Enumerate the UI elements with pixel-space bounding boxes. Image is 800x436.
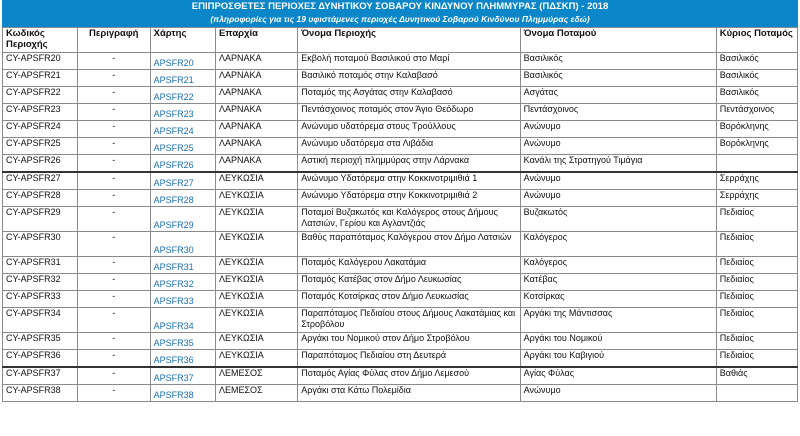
table-row (3, 172, 798, 190)
cell-area-name: Ανώνυμο υδατόρεμα στους Τρούλλους (298, 121, 520, 138)
cell-code: CY-APSFR28 (3, 190, 78, 207)
cell-map-link (150, 350, 215, 368)
cell-province: ΛΑΡΝΑΚΑ (215, 138, 297, 155)
cell-code: CY-APSFR36 (3, 350, 78, 368)
cell-province: ΛΑΡΝΑΚΑ (215, 104, 297, 121)
table-row (3, 274, 798, 291)
header-main-river: Κύριος Ποταμός (716, 28, 797, 53)
cell-main-river: Σερράχης (716, 172, 797, 190)
map-link[interactable]: APSFR38 (153, 390, 194, 400)
cell-river-name: Ασγάτας (520, 87, 716, 104)
table-row (3, 190, 798, 207)
cell-main-river: Πεδιαίος (716, 333, 797, 350)
cell-description: - (77, 207, 150, 232)
cell-code: CY-APSFR27 (3, 172, 78, 190)
cell-code: CY-APSFR29 (3, 207, 78, 232)
table-row (3, 257, 798, 274)
cell-map-link (150, 207, 215, 232)
cell-description: - (77, 121, 150, 138)
cell-map-link (150, 138, 215, 155)
map-link[interactable]: APSFR22 (153, 92, 194, 102)
table-body (3, 53, 798, 402)
cell-map-link (150, 385, 215, 402)
cell-province: ΛΕΥΚΩΣΙΑ (215, 232, 297, 257)
map-link[interactable]: APSFR28 (153, 195, 194, 205)
cell-river-name: Καλόγερος (520, 257, 716, 274)
cell-description: - (77, 138, 150, 155)
cell-description: - (77, 87, 150, 104)
cell-description: - (77, 70, 150, 87)
cell-map-link (150, 274, 215, 291)
cell-main-river (716, 155, 797, 173)
cell-code: CY-APSFR37 (3, 367, 78, 385)
table-banner (2, 0, 798, 27)
cell-river-name: Βυζακωτός (520, 207, 716, 232)
table-row (3, 232, 798, 257)
cell-code: CY-APSFR38 (3, 385, 78, 402)
cell-province: ΛΕΥΚΩΣΙΑ (215, 172, 297, 190)
cell-description: - (77, 308, 150, 333)
cell-map-link (150, 291, 215, 308)
cell-province: ΛΕΜΕΣΟΣ (215, 385, 297, 402)
cell-province: ΛΑΡΝΑΚΑ (215, 70, 297, 87)
map-link[interactable]: APSFR33 (153, 296, 194, 306)
cell-area-name: Ποταμός Αγίας Φύλας στον Δήμο Λεμεσού (298, 367, 520, 385)
cell-area-name: Ποταμός Κοτσίρκας στον Δήμο Λευκωσίας (298, 291, 520, 308)
cell-description: - (77, 104, 150, 121)
cell-area-name: Αργάκι στα Κάτω Πολεμίδια (298, 385, 520, 402)
cell-description: - (77, 291, 150, 308)
table-row (3, 121, 798, 138)
table-row (3, 70, 798, 87)
cell-area-name: Αργάκι του Νομικού στον Δήμο Στροβόλου (298, 333, 520, 350)
banner-title: ΕΠΙΠΡΟΣΘΕΤΕΣ ΠΕΡΙΟΧΕΣ ΔΥΝΗΤΙΚΟΥ ΣΟΒΑΡΟΥ ΚΙΝΔΥΝΟΥ ΠΛΗΜΜΥΡΑΣ (ΠΔΣΚΠ) - 2018 (191, 1, 609, 12)
cell-area-name: Ανώνυμο Υδατόρεμα στην Κοκκινοτριμιθιά 2 (298, 190, 520, 207)
cell-code: CY-APSFR35 (3, 333, 78, 350)
cell-map-link (150, 308, 215, 333)
table-row (3, 138, 798, 155)
cell-area-name: Παραπόταμος Πεδιαίου στους Δήμους Λακατάμιας και Στροβόλου (298, 308, 520, 333)
cell-code: CY-APSFR30 (3, 232, 78, 257)
cell-map-link (150, 333, 215, 350)
apsfr-table (2, 27, 798, 402)
cell-river-name: Κοτσίρκας (520, 291, 716, 308)
table-row (3, 291, 798, 308)
cell-main-river: Πεδιαίος (716, 350, 797, 368)
map-link[interactable]: APSFR21 (153, 75, 194, 85)
cell-main-river: Βασιλικός (716, 53, 797, 70)
map-link[interactable]: APSFR36 (153, 355, 194, 365)
cell-main-river: Πεδιαίος (716, 291, 797, 308)
cell-main-river: Βορόκληνης (716, 121, 797, 138)
cell-area-name: Αστική περιοχή πλημμύρας στην Λάρνακα (298, 155, 520, 173)
cell-main-river: Βαθιάς (716, 367, 797, 385)
cell-code: CY-APSFR31 (3, 257, 78, 274)
map-link[interactable]: APSFR29 (153, 220, 194, 230)
cell-province: ΛΑΡΝΑΚΑ (215, 87, 297, 104)
cell-main-river: Βασιλικός (716, 87, 797, 104)
cell-code: CY-APSFR20 (3, 53, 78, 70)
cell-map-link (150, 257, 215, 274)
cell-main-river: Βορόκληνης (716, 138, 797, 155)
cell-area-name: Ποταμός της Ασγάτας στην Καλαβασό (298, 87, 520, 104)
table-row (3, 350, 798, 368)
cell-map-link (150, 172, 215, 190)
map-link[interactable]: APSFR24 (153, 126, 194, 136)
cell-code: CY-APSFR26 (3, 155, 78, 173)
cell-area-name: Εκβολή ποταμού Βασιλικού στο Μαρί (298, 53, 520, 70)
cell-main-river: Σερράχης (716, 190, 797, 207)
cell-main-river (716, 385, 797, 402)
cell-code: CY-APSFR25 (3, 138, 78, 155)
cell-map-link (150, 190, 215, 207)
cell-main-river: Πεδιαίος (716, 257, 797, 274)
cell-map-link (150, 367, 215, 385)
header-river-name: Όνομα Ποταμού (520, 28, 716, 53)
header-province: Επαρχία (215, 28, 297, 53)
cell-area-name: Βασιλικό ποταμός στην Καλαβασό (298, 70, 520, 87)
table-row (3, 385, 798, 402)
cell-river-name: Πεντάσχοινος (520, 104, 716, 121)
cell-map-link (150, 70, 215, 87)
cell-area-name: Ποταμός Κατέβας στον Δήμο Λευκωσίας (298, 274, 520, 291)
cell-map-link (150, 104, 215, 121)
table-header-row (3, 28, 798, 53)
banner-subtitle-link[interactable]: (πληροφορίες για τις 19 υφιστάμενες περιοχές Δυνητικού Σοβαρού Κινδύνου Πλημμύρας εδώ) (210, 14, 590, 24)
cell-map-link (150, 232, 215, 257)
cell-river-name: Ανώνυμο (520, 190, 716, 207)
cell-river-name: Καλόγερος (520, 232, 716, 257)
cell-province: ΛΕΥΚΩΣΙΑ (215, 190, 297, 207)
cell-description: - (77, 53, 150, 70)
header-code: Κωδικός Περιοχής (3, 28, 78, 53)
cell-river-name: Ανώνυμο (520, 138, 716, 155)
cell-main-river: Πεδιαίος (716, 232, 797, 257)
cell-map-link (150, 87, 215, 104)
cell-province: ΛΕΥΚΩΣΙΑ (215, 257, 297, 274)
cell-area-name: Βαθύς παραπόταμος Καλόγερου στον Δήμο Λατσιών (298, 232, 520, 257)
cell-description: - (77, 257, 150, 274)
cell-description: - (77, 333, 150, 350)
cell-description: - (77, 172, 150, 190)
cell-area-name: Ποταμοί Βυζακωτός και Καλόγερος στους Δήμους Λατσιών, Γερίου και Αγλαντζιάς (298, 207, 520, 232)
table-row (3, 53, 798, 70)
table-row (3, 367, 798, 385)
cell-province: ΛΕΜΕΣΟΣ (215, 367, 297, 385)
map-link[interactable]: APSFR23 (153, 109, 194, 119)
map-link[interactable]: APSFR25 (153, 143, 194, 153)
cell-code: CY-APSFR32 (3, 274, 78, 291)
cell-main-river: Βασιλικός (716, 70, 797, 87)
cell-main-river: Πεδιαίος (716, 308, 797, 333)
cell-map-link (150, 155, 215, 173)
cell-description: - (77, 155, 150, 173)
cell-province: ΛΕΥΚΩΣΙΑ (215, 207, 297, 232)
table-row (3, 207, 798, 232)
cell-description: - (77, 232, 150, 257)
cell-area-name: Ποταμός Καλόγερου Λακατάμια (298, 257, 520, 274)
cell-province: ΛΕΥΚΩΣΙΑ (215, 308, 297, 333)
cell-main-river: Πεδιαίος (716, 274, 797, 291)
cell-province: ΛΑΡΝΑΚΑ (215, 53, 297, 70)
cell-province: ΛΕΥΚΩΣΙΑ (215, 350, 297, 368)
map-link[interactable]: APSFR34 (153, 321, 194, 331)
table-row (3, 104, 798, 121)
header-map: Χάρτης (150, 28, 215, 53)
header-description: Περιγραφή (77, 28, 150, 53)
cell-province: ΛΕΥΚΩΣΙΑ (215, 333, 297, 350)
cell-main-river: Πεντάσχοινος (716, 104, 797, 121)
cell-area-name: Παραπόταμος Πεδιαίου στη Δευτερά (298, 350, 520, 368)
cell-river-name: Κανάλι της Στρατηγού Τιμάγια (520, 155, 716, 173)
cell-river-name: Αργάκι του Νομικού (520, 333, 716, 350)
map-link[interactable]: APSFR37 (153, 373, 194, 383)
cell-river-name: Ανώνυμο (520, 385, 716, 402)
map-link[interactable]: APSFR20 (153, 58, 194, 68)
cell-map-link (150, 121, 215, 138)
cell-river-name: Ανώνυμο (520, 172, 716, 190)
cell-river-name: Ανώνυμο (520, 121, 716, 138)
cell-description: - (77, 385, 150, 402)
map-link[interactable]: APSFR35 (153, 338, 194, 348)
map-link[interactable]: APSFR26 (153, 160, 194, 170)
cell-river-name: Αργάκι του Καβιγιού (520, 350, 716, 368)
cell-code: CY-APSFR34 (3, 308, 78, 333)
cell-province: ΛΑΡΝΑΚΑ (215, 155, 297, 173)
map-link[interactable]: APSFR27 (153, 178, 194, 188)
table-row (3, 308, 798, 333)
map-link[interactable]: APSFR31 (153, 262, 194, 272)
cell-code: CY-APSFR23 (3, 104, 78, 121)
cell-code: CY-APSFR24 (3, 121, 78, 138)
cell-map-link (150, 53, 215, 70)
cell-code: CY-APSFR21 (3, 70, 78, 87)
map-link[interactable]: APSFR32 (153, 279, 194, 289)
cell-river-name: Αγίας Φύλας (520, 367, 716, 385)
cell-area-name: Ανώνυμο Υδατόρεμα στην Κοκκινοτριμιθιά 1 (298, 172, 520, 190)
cell-province: ΛΕΥΚΩΣΙΑ (215, 291, 297, 308)
cell-river-name: Κατέβας (520, 274, 716, 291)
cell-description: - (77, 190, 150, 207)
cell-description: - (77, 350, 150, 368)
cell-river-name: Αργάκι της Μάντισσας (520, 308, 716, 333)
cell-code: CY-APSFR33 (3, 291, 78, 308)
cell-province: ΛΑΡΝΑΚΑ (215, 121, 297, 138)
cell-river-name: Βασιλικός (520, 70, 716, 87)
cell-area-name: Ανώνυμο υδατόρεμα στα Λιβάδια (298, 138, 520, 155)
cell-province: ΛΕΥΚΩΣΙΑ (215, 274, 297, 291)
cell-river-name: Βασιλικός (520, 53, 716, 70)
table-row (3, 87, 798, 104)
cell-area-name: Πεντάσχοινος ποταμός στον Άγιο Θεόδωρο (298, 104, 520, 121)
cell-description: - (77, 367, 150, 385)
cell-main-river: Πεδιαίος (716, 207, 797, 232)
cell-code: CY-APSFR22 (3, 87, 78, 104)
cell-description: - (77, 274, 150, 291)
table-row (3, 155, 798, 173)
page (2, 0, 798, 402)
map-link[interactable]: APSFR30 (153, 245, 194, 255)
table-row (3, 333, 798, 350)
header-area-name: Όνομα Περιοχής (298, 28, 520, 53)
